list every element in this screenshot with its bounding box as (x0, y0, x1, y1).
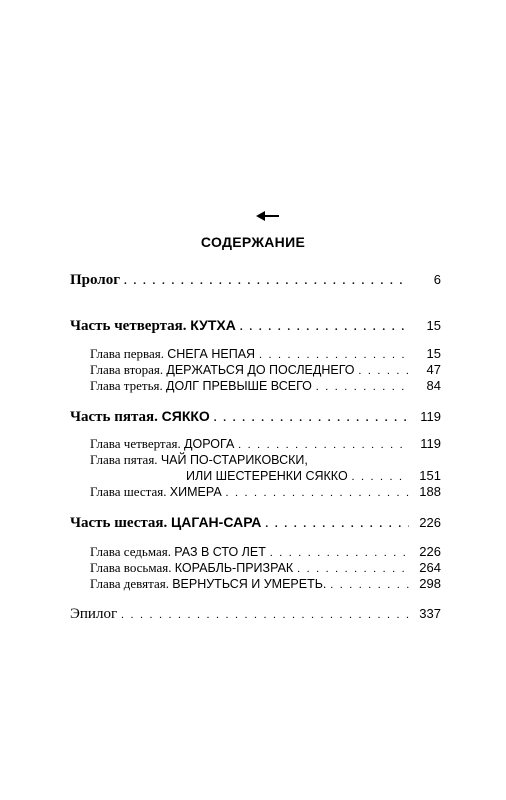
dot-leader (214, 412, 409, 424)
dot-leader (270, 547, 409, 559)
toc-entry-chapter-9[interactable] (90, 576, 441, 592)
chapter-name: СНЕГА НЕПАЯ (167, 347, 256, 361)
toc-entry-epilogue[interactable] (70, 606, 441, 623)
chapter-prefix: Глава шестая. (90, 484, 167, 499)
toc-entry-chapter-5-continued[interactable] (186, 468, 441, 483)
page-number: 6 (433, 272, 441, 287)
entry-label (90, 346, 255, 362)
part-name: ЦАГАН-САРА (171, 514, 262, 530)
entry-label (90, 436, 234, 452)
chapter-prefix: Глава седьмая. (90, 544, 171, 559)
page-number: 226 (419, 544, 441, 559)
toc-entry-chapter-6[interactable] (90, 484, 441, 500)
toc-entry-chapter-4[interactable] (90, 436, 441, 452)
chapter-name: ДОРОГА (184, 437, 235, 451)
entry-label (90, 576, 326, 592)
page-number: 151 (419, 468, 441, 483)
dot-leader (226, 487, 409, 499)
toc-entry-chapter-3[interactable] (90, 378, 441, 394)
page-number: 15 (426, 346, 441, 361)
part-prefix: Часть четвертая. (70, 318, 187, 334)
dot-leader (265, 518, 409, 530)
dot-leader (352, 471, 409, 483)
page-number: 226 (419, 515, 441, 530)
page-number: 264 (419, 560, 441, 575)
dot-leader (330, 579, 409, 591)
toc-entry-part-6[interactable] (70, 514, 441, 532)
chapter-prefix: Глава четвертая. (90, 436, 181, 451)
page-number: 188 (419, 484, 441, 499)
part-prefix: Часть пятая. (70, 409, 158, 425)
toc-entry-part-4[interactable] (70, 317, 441, 335)
toc-entry-chapter-8[interactable] (90, 560, 441, 576)
entry-label: Эпилог (70, 606, 118, 622)
toc-entry-chapter-2[interactable] (90, 362, 441, 378)
entry-label: Пролог (70, 272, 121, 288)
chapter-prefix: Глава девятая. (90, 576, 169, 591)
page-title: СОДЕРЖАНИЕ (200, 234, 306, 250)
entry-label (90, 362, 355, 378)
entry-label (70, 514, 261, 532)
dot-leader (124, 275, 409, 287)
toc-entry-prologue[interactable] (70, 272, 441, 289)
page-number: 119 (420, 409, 441, 424)
entry-label (90, 452, 308, 468)
entry-label (90, 378, 312, 394)
dot-leader (238, 439, 409, 451)
dot-leader (121, 609, 409, 621)
page-number: 119 (420, 436, 441, 451)
page-number: 47 (426, 362, 441, 377)
chapter-prefix: Глава первая. (90, 346, 164, 361)
chapter-name: ХИМЕРА (169, 485, 222, 499)
toc-entry-part-5[interactable] (70, 408, 441, 426)
entry-label (70, 408, 210, 426)
dot-leader (316, 381, 409, 393)
dot-leader (240, 321, 409, 333)
chapter-name: ДЕРЖАТЬСЯ ДО ПОСЛЕДНЕГО (166, 363, 355, 377)
page-number: 15 (426, 318, 441, 333)
part-prefix: Часть шестая. (70, 515, 168, 531)
page-number: 84 (426, 378, 441, 393)
chapter-prefix: Глава пятая. (90, 452, 158, 467)
dot-leader (259, 349, 409, 361)
chapter-name: ДОЛГ ПРЕВЫШЕ ВСЕГО (165, 379, 312, 393)
chapter-prefix: Глава вторая. (90, 362, 164, 377)
chapter-prefix: Глава восьмая. (90, 560, 172, 575)
entry-label (70, 317, 236, 335)
chapter-name: ЧАЙ ПО-СТАРИКОВСКИ, (160, 453, 308, 467)
toc-entry-chapter-5[interactable] (90, 452, 330, 468)
entry-label (90, 544, 266, 560)
dot-leader (359, 365, 410, 377)
dot-leader (297, 563, 409, 575)
entry-label (90, 484, 222, 500)
toc-entry-chapter-1[interactable] (90, 346, 441, 362)
chapter-name: РАЗ В СТО ЛЕТ (174, 545, 266, 559)
chapter-name: ВЕРНУТЬСЯ И УМЕРЕТЬ. (172, 577, 327, 591)
part-name: СЯККО (161, 408, 210, 424)
page-number: 337 (419, 606, 441, 621)
page-number: 298 (419, 576, 441, 591)
entry-label (90, 560, 293, 576)
chapter-name: КОРАБЛЬ-ПРИЗРАК (174, 561, 294, 575)
chapter-name-continued: ИЛИ ШЕСТЕРЕНКИ СЯККО (186, 469, 348, 483)
part-name: КУТХА (190, 317, 236, 333)
chapter-prefix: Глава третья. (90, 378, 163, 393)
toc-entry-chapter-7[interactable] (90, 544, 441, 560)
left-arrow-icon[interactable] (256, 208, 280, 224)
